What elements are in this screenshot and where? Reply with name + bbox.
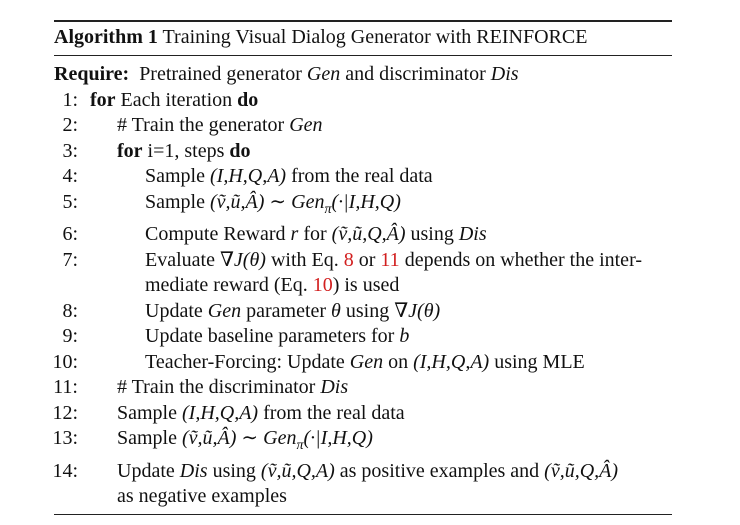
line-content — [90, 299, 672, 325]
keyword: do — [237, 88, 259, 111]
line-text: on — [383, 350, 414, 373]
line-text: Compute Reward — [145, 223, 291, 245]
line-text: Sample — [145, 190, 210, 213]
algorithm-line-13 — [54, 426, 672, 459]
math-subscript: π — [324, 201, 332, 217]
equation-ref-link[interactable]: 8 — [343, 248, 354, 271]
math-expression: Dis — [458, 223, 487, 245]
line-number: 14: — [52, 459, 78, 482]
line-number: 7: — [62, 248, 78, 271]
keyword: do — [229, 139, 251, 162]
line-text: from the real data — [258, 401, 405, 424]
line-text: using — [340, 299, 395, 322]
math-expression: r — [290, 223, 299, 245]
line-content — [90, 324, 672, 350]
line-text: i=1, steps — [142, 139, 230, 162]
line-text: as negative examples — [117, 485, 287, 507]
line-content — [90, 426, 672, 459]
math-expression: (ṽ,ũ,Q,Â) — [544, 459, 619, 482]
line-text: or — [353, 248, 381, 271]
line-content — [90, 401, 672, 427]
algorithm-block — [54, 20, 672, 515]
math-expression: (I,H,Q,A) — [182, 401, 259, 424]
line-text: with Eq. — [265, 248, 344, 271]
algorithm-line-5 — [54, 190, 672, 223]
algorithm-line-10 — [54, 350, 672, 376]
equation-ref-link[interactable]: 11 — [380, 248, 400, 271]
require-line — [54, 62, 672, 88]
math-expression: (I,H,Q,A) — [413, 350, 490, 373]
math-expression: θ — [331, 299, 341, 322]
line-content — [90, 139, 672, 165]
line-content — [90, 222, 672, 248]
math-expression: (ṽ,ũ,Q,A) — [260, 459, 335, 482]
line-text: using — [207, 459, 261, 482]
line-number: 1: — [62, 88, 78, 111]
math-expression: Dis — [179, 459, 208, 482]
math-expression: Gen — [349, 350, 384, 373]
math-expression: Dis — [320, 376, 349, 398]
line-content — [90, 113, 672, 139]
line-number: 8: — [62, 299, 78, 322]
line-number: 10: — [52, 350, 78, 373]
algorithm-line-14 — [54, 459, 672, 510]
line-text: ) is used — [332, 274, 400, 296]
equation-ref-link[interactable]: 10 — [312, 274, 333, 296]
math-expression: Gen — [207, 299, 242, 322]
algorithm-line-12 — [54, 401, 672, 427]
keyword: for — [90, 88, 116, 111]
line-text: # Train the generator — [117, 114, 290, 136]
line-text: depends on whether the inter- — [399, 248, 642, 271]
algorithm-line-4 — [54, 164, 672, 190]
math-expression: Gen — [289, 114, 323, 136]
line-text: mediate reward (Eq. — [145, 274, 313, 296]
algorithm-line-8 — [54, 299, 672, 325]
line-text: Teacher-Forcing: Update — [145, 350, 350, 373]
line-text: using MLE — [489, 350, 585, 373]
line-text: Sample — [117, 401, 182, 424]
line-content — [90, 350, 672, 376]
line-text: parameter — [241, 299, 332, 322]
line-number: 5: — [62, 190, 78, 213]
math-expression: (ṽ,ũ,Â) ∼ Gen — [182, 427, 297, 449]
line-number: 11: — [53, 376, 78, 398]
algorithm-line-2 — [54, 113, 672, 139]
line-number: 3: — [62, 139, 78, 162]
math-expression: (ṽ,ũ,Â) ∼ Gen — [210, 190, 325, 213]
line-number: 13: — [52, 427, 78, 449]
line-content — [90, 375, 672, 401]
line-text: Each iteration — [115, 88, 238, 111]
math-expression: ∇J(θ) — [219, 248, 266, 271]
line-number: 2: — [62, 114, 78, 136]
require-dis: Dis — [490, 63, 519, 85]
line-text: Update — [145, 299, 208, 322]
line-text: from the real data — [286, 165, 433, 187]
line-text: # Train the discriminator — [117, 376, 321, 398]
line-number: 12: — [52, 401, 78, 424]
line-text: Sample — [117, 427, 182, 449]
require-gen: Gen — [306, 63, 341, 85]
line-content — [90, 164, 672, 190]
line-content — [90, 190, 672, 223]
algorithm-line-11 — [54, 375, 672, 401]
line-content — [90, 88, 672, 114]
line-text: Evaluate — [145, 248, 220, 271]
algorithm-line-7 — [54, 248, 672, 299]
require-keyword: Require: — [54, 63, 130, 85]
line-content — [90, 248, 672, 299]
algorithm-label: Algorithm 1 — [54, 26, 158, 48]
line-text: Update — [117, 459, 180, 482]
line-text: as positive examples and — [334, 459, 545, 482]
algorithm-caption — [54, 22, 672, 55]
bottom-rule — [54, 514, 672, 515]
line-text: for — [298, 223, 332, 245]
math-expression: ∇J(θ) — [394, 299, 441, 322]
require-text-pre: Pretrained generator — [139, 63, 302, 85]
algorithm-lines — [54, 56, 672, 514]
math-expression: (I,H,Q,A) — [210, 165, 287, 187]
math-subscript: π — [296, 438, 304, 453]
algorithm-line-6 — [54, 222, 672, 248]
keyword: for — [117, 139, 143, 162]
math-expression: (·|I,H,Q) — [303, 427, 373, 449]
math-expression: b — [399, 325, 410, 347]
line-text: Update baseline parameters for — [145, 325, 400, 347]
line-number: 6: — [62, 223, 78, 245]
line-content — [90, 459, 672, 510]
math-expression: (ṽ,ũ,Q,Â) — [331, 223, 406, 245]
math-expression: (·|I,H,Q) — [331, 190, 401, 213]
algorithm-line-1 — [54, 88, 672, 114]
line-number: 9: — [62, 325, 78, 347]
line-text: Sample — [145, 165, 210, 187]
algorithm-title: Training Visual Dialog Generator with REINFORCE — [162, 26, 588, 48]
algorithm-line-9 — [54, 324, 672, 350]
line-text: using — [405, 223, 459, 245]
algorithm-line-3 — [54, 139, 672, 165]
line-number: 4: — [62, 165, 78, 187]
require-text-mid: and discriminator — [345, 63, 486, 85]
